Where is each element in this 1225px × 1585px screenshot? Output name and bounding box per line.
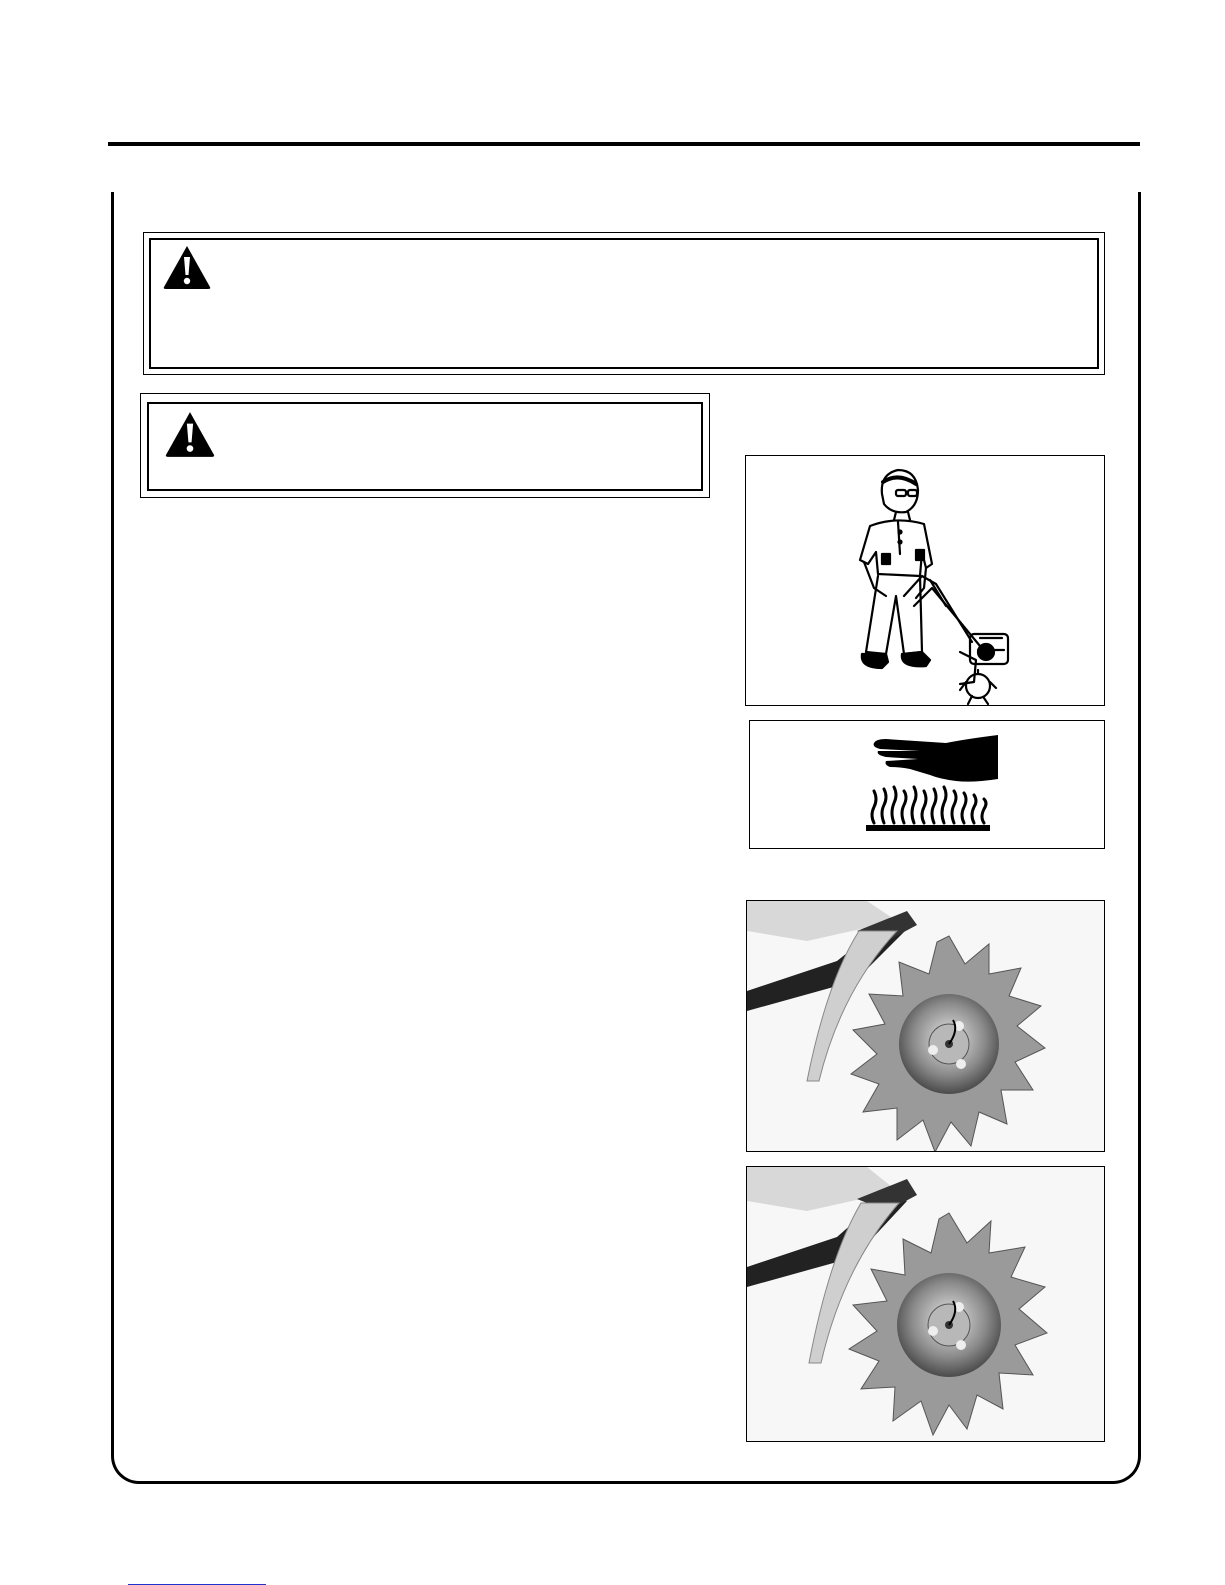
hot-surface-hand-symbol: [749, 720, 1105, 849]
warning-triangle-icon: [162, 244, 212, 290]
hand-icon: [874, 735, 998, 782]
footer-link[interactable]: [128, 1577, 266, 1585]
tine-assembly-photo-1: [746, 900, 1105, 1152]
warning-triangle-icon: [164, 410, 216, 458]
tine-assembly-photo-2: [746, 1166, 1105, 1442]
warning-box-1: [143, 232, 1105, 375]
header-rule: [108, 142, 1140, 146]
warning-box-2: [140, 393, 710, 498]
operator-with-tiller-illustration: [745, 455, 1105, 706]
